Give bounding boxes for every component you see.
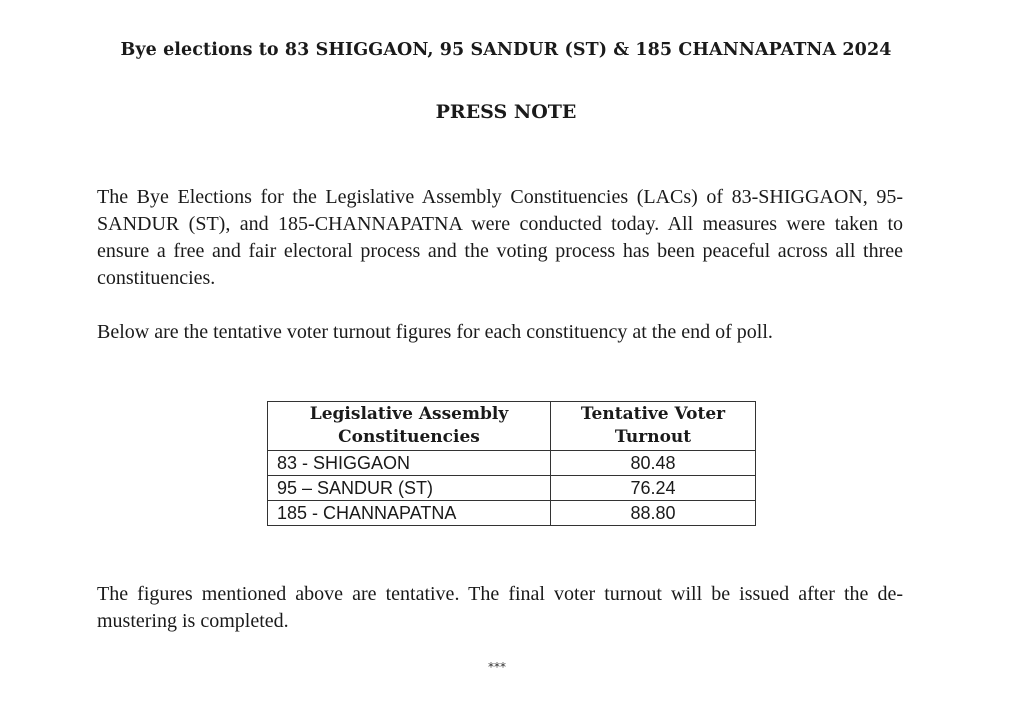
constituency-cell: 95 – SANDUR (ST) bbox=[268, 476, 551, 501]
constituency-cell: 185 - CHANNAPATNA bbox=[268, 501, 551, 526]
document-title: Bye elections to 83 SHIGGAON, 95 SANDUR (ST) & 185 CHANNAPATNA 2024 bbox=[120, 40, 892, 60]
table-row bbox=[268, 501, 756, 526]
turnout-cell: 80.48 bbox=[551, 451, 756, 476]
constituency-cell: 83 - SHIGGAON bbox=[268, 451, 551, 476]
closing-paragraph: The figures mentioned above are tentative. The final voter turnout will be issued after the de-mustering is completed. bbox=[97, 583, 903, 632]
table-row bbox=[268, 476, 756, 501]
turnout-cell: 88.80 bbox=[551, 501, 756, 526]
voter-turnout-table bbox=[267, 401, 756, 526]
turnout-cell: 76.24 bbox=[551, 476, 756, 501]
intro-paragraph: The Bye Elections for the Legislative Assembly Constituencies (LACs) of 83-SHIGGAON, 95-SANDUR (ST), and 185-CHANNAPATNA were conducted today. All measures were taken to ensure a free and fair electoral process and the voting process has been peaceful across all three constituencies. bbox=[97, 186, 903, 289]
press-note-heading: PRESS NOTE bbox=[435, 101, 577, 123]
turnout-intro-paragraph: Below are the tentative voter turnout figures for each constituency at the end of poll. bbox=[97, 321, 773, 343]
column-header-constituency: Legislative Assembly Constituencies bbox=[268, 402, 551, 451]
table-header-row bbox=[268, 402, 756, 451]
end-separator: *** bbox=[488, 660, 506, 674]
column-header-turnout: Tentative Voter Turnout bbox=[551, 402, 756, 451]
table-row bbox=[268, 451, 756, 476]
